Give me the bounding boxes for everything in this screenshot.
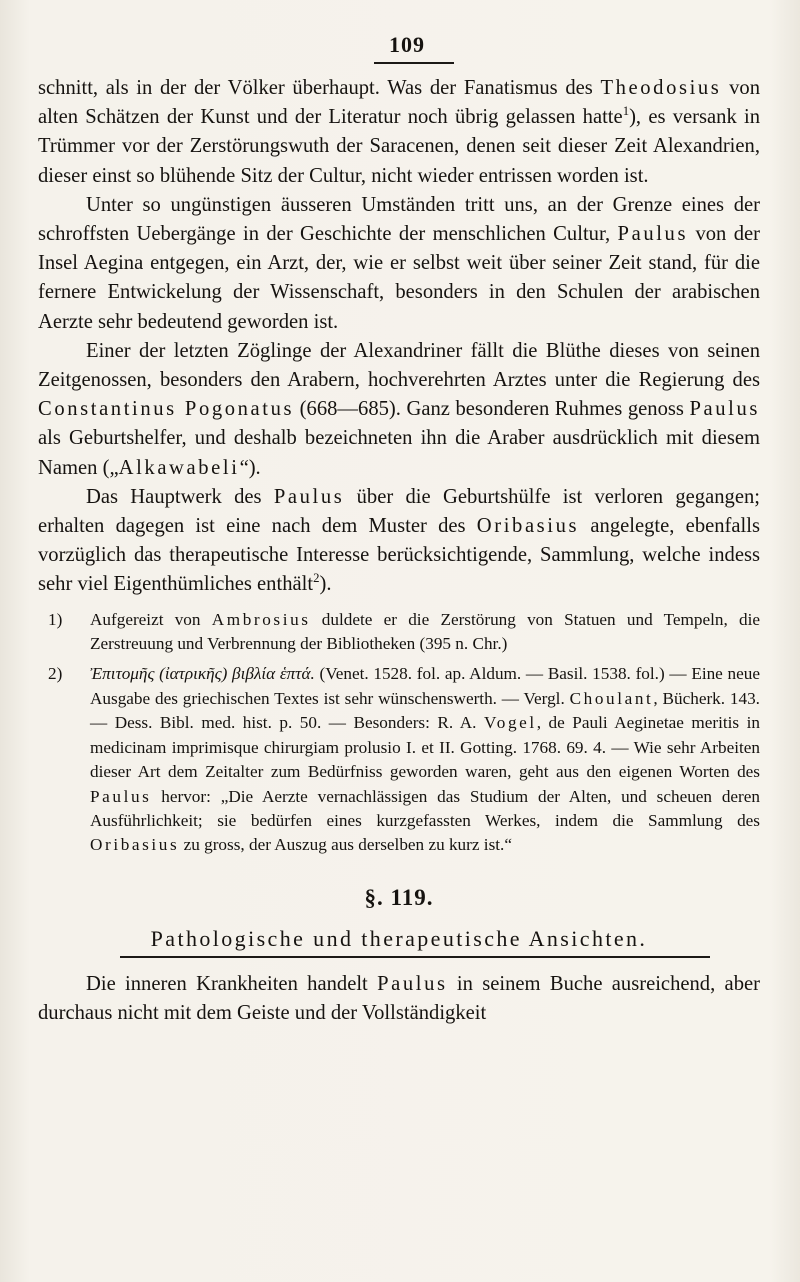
spaced-name: Ambrosius [211,609,311,629]
section-title: Pathologische und therapeutische Ansichten. [150,925,648,951]
text-run: ). [319,573,332,596]
text-run: in seinem Buche ausreichend, aber durchaus nicht mit dem Geiste und der Vollständigkeit [38,972,760,1024]
spaced-name: Paulus [617,223,689,246]
section-title-rule [120,956,710,958]
text-run: von alten Schätzen der Kunst und der Literatur noch übrig gelassen hatte [38,77,760,129]
text-run: schnitt, als in der der Völker überhaupt. Was der Fanatismus des [38,77,601,99]
footnote-number: 2) [48,664,63,684]
spaced-name: Constantinus Pogonatus [38,398,295,421]
text-run: angelegte, ebenfalls vorzüglich das therapeutische Interesse berücksichtigende, Sammlung, welche indess sehr viel Eigenthümliches enthält [38,515,761,596]
header-rule [374,62,454,64]
text-run: Das Hauptwerk des [86,485,274,508]
text-run: Unter so ungünstigen äusseren Umständen tritt uns, an der Grenze eines der schroffsten Uebergänge in der Geschichte der menschlichen Cultur, [38,193,760,246]
spaced-name: Paulus [689,398,761,421]
text-run: von der Insel Aegina entgegen, ein Arzt, der, wie er selbst weit über seiner Zeit stand, für die fernere Entwickelung der Wissenschaft, besonders in den Schulen der arabischen Aerzte sehr bedeutend geworden ist. [38,223,761,333]
paragraph [38,483,760,600]
text-run: Einer der letzten Zöglinge der Alexandriner fällt die Blüthe dieses von seinen Zeitgenossen, besonders den Arabern, hochverehrten Arztes unter die Regierung des [38,339,760,392]
text-run: Die inneren Krankheiten handelt [86,972,378,995]
spaced-name: Paulus [90,786,152,806]
text-run: über die Geburtshülfe ist verloren gegangen; erhalten dagegen ist eine nach dem Muster des [38,485,761,538]
spaced-name: Vogel [483,713,537,733]
footnote-number: 1) [48,609,63,629]
spaced-name: Oribasius [90,835,180,855]
footnote-reference: 1 [622,104,630,119]
text-run: , de Pauli Aeginetae meritis in medicinam imprimisque chirurgiam prolusio I. et II. Gotting. 1768. 69. 4. — Wie sehr Arbeiten dieser Art dem Zeitalter zum Bedürfniss geworden waren, geht aus den eigenen Worten des [90,713,760,782]
text-run: (Venet. 1528. fol. ap. Aldum. — Basil. 1538. fol.) — Eine neue Ausgabe des griechischen Textes ist sehr wünschenswerth. — Vergl. [90,664,760,708]
spaced-name: Alkawabeli [118,456,240,479]
closing-text [38,970,760,1028]
spaced-name: Oribasius [476,515,580,538]
spaced-name: Paulus [377,972,448,995]
text-run: duldete er die Zerstörung von Statuen und Tempeln, die Zerstreuung und Verbrennung der Bibliotheken (395 n. Chr.) [90,609,761,654]
text-run: zu gross, der Auszug aus derselben zu kurz ist.“ [179,835,512,855]
spaced-name: Theodosius [600,77,722,99]
footnote [38,662,760,857]
footnote-reference: 2 [313,571,320,586]
section-number: §. 119. [364,884,434,910]
paragraph [38,970,760,1028]
text-run: als Geburtshelfer, und deshalb bezeichneten ihn die Araber ausdrücklich mit diesem Namen („ [38,427,760,479]
spaced-name: Paulus [273,485,345,508]
paragraph [38,74,760,191]
footnotes [38,608,760,858]
paragraph [38,191,760,337]
footnote-text [90,662,760,857]
footnote-text [90,608,760,657]
greek-title: Ἐπιτομῆς (ἰατρικῆς) βιβλία ἑπτά. [90,664,315,684]
text-run: (668—685). Ganz besonderen Ruhmes genoss [294,398,690,421]
text-run: Aufgereizt von [90,609,212,629]
paragraph [38,337,760,483]
spaced-name: Choulant [569,688,654,708]
text-run: ), es versank in Trümmer vor der Zerstörungswuth der Saracenen, denen seit dieser Zeit Alexandrien, dieser einst so blühende Sitz der Cultur, nicht wieder entrissen worden ist. [38,106,760,187]
main-text [38,74,760,600]
text-run: hervor: „Die Aerzte vernachlässigen das Studium der Alten, und scheuen deren Ausführlichkeit; sie bedürfen eines kurzgefassten Werkes, indem die Sammlung des [90,786,760,830]
footnote [38,608,760,657]
page-number: 109 [389,32,425,57]
text-run: “). [239,456,261,479]
text-run: , Bücherk. 143. — Dess. Bibl. med. hist. p. 50. — Besonders: R. A. [90,688,760,733]
